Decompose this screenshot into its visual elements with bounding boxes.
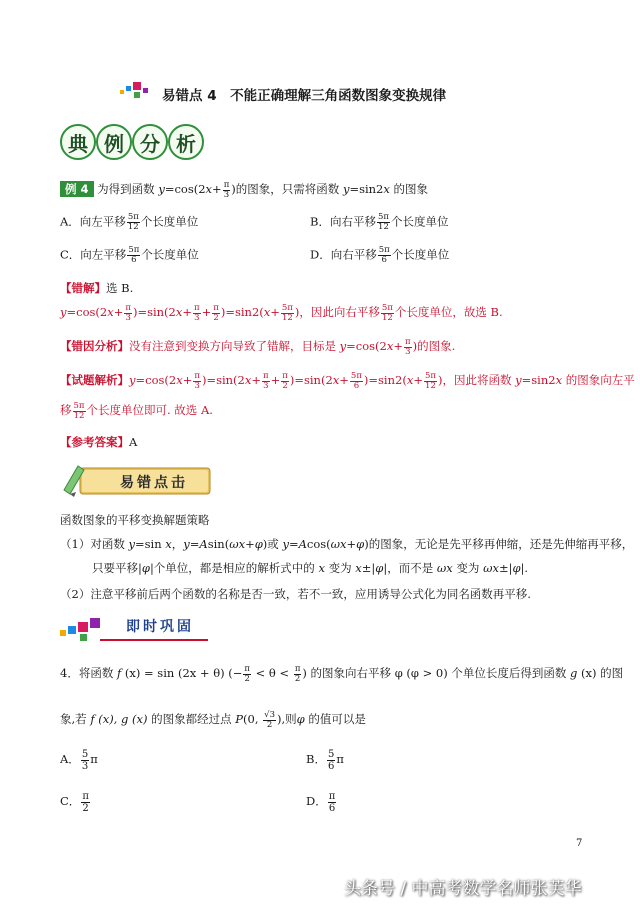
q4-option-a[interactable]: A． $\frac{5}{3}$ π [60,748,98,772]
cause-analysis: 【错因分析】没有注意到变换方向导致了错解，目标是 y=cos(2x+ $\frac{\pi}{3}$ )的图象. [60,336,456,357]
solution-analysis-line2: 移 $\frac{5\pi}{12}$ 个长度单位即可. 故选 A. [60,400,213,421]
banner-char: 析 [168,124,204,160]
banner-error-points [60,462,212,498]
banner-practice [60,612,210,644]
example-label: 例 4 [60,181,94,197]
strategy-heading: 函数图象的平移变换解题策略 [60,513,210,527]
q4-option-b[interactable]: B． $\frac{5}{6}$ π [306,748,344,772]
option-b[interactable]: B．向右平移 $\frac{5\pi}{12}$ 个长度单位 [310,212,449,232]
watermark: 头条号 / 中高考数学名师张芙华 [344,879,582,899]
option-c[interactable]: C．向左平移 $\frac{5\pi}{6}$ 个长度单位 [60,245,199,265]
banner-title: 易错点击 [120,475,188,491]
header-decoration [120,80,156,102]
banner-title: 即时巩固 [126,619,194,635]
strategy-point-2: （2）注意平移前后两个函数的名称是否一致，若不一致，应用诱导公式化为同名函数再平移. [60,587,531,601]
page-number: 7 [576,838,583,849]
banner-char: 典 [60,124,96,160]
q4-line2: 象,若 f (x), g (x) 的图象都经过点 P(0, $\frac{√3}{2}$ ),则φ 的值可以是 [60,709,366,730]
reference-answer: 【参考答案】A [60,435,138,449]
banner-char: 分 [132,124,168,160]
strategy-point-1: （1）对函数 y=sin x，y=Asin(ωx+φ)或 y=Acos(ωx+φ)的图象，无论是先平移再伸缩，还是先伸缩再平移， [60,537,634,551]
option-a[interactable]: A．向左平移 $\frac{5\pi}{12}$ 个长度单位 [60,212,199,232]
banner-char: 例 [96,124,132,160]
example-question: 例 4 为得到函数 y=cos(2x+ $\frac{\pi}{3}$ )的图象，只需将函数 y=sin2x 的图象 [60,178,428,200]
solution-analysis-line1: 【试题解析】y=cos(2x+ $\frac{\pi}{3}$ )=sin(2x+ $\frac{\pi}{3}$ + $\frac{\pi}{2}$ )=sin(2x+ $\frac{5\pi}{6}$ )=sin2(x+ $\frac{5\pi}{12}$ )，因此将函数 y=sin2x 的图象向左平 [60,370,635,391]
q4-option-c[interactable]: C． $\frac{\pi}{2}$ [60,790,89,814]
fraction: $\frac{\pi}{3}$ [223,179,230,200]
page-title: 易错点 4 不能正确理解三角函数图象变换规律 [162,88,447,104]
wrong-derivation: y=cos(2x+ $\frac{\pi}{3}$ )=sin(2x+ $\frac{\pi}{3}$ + $\frac{\pi}{2}$ )=sin2(x+ $\frac{5\pi}{12}$ )，因此向右平移 $\frac{5\pi}{12}$ 个长度单位，故选 B. [60,302,503,323]
q4-option-d[interactable]: D． $\frac{\pi}{6}$ [306,790,336,814]
banner-example-analysis [60,124,210,160]
wrong-solution: 【错解】选 B. [60,281,134,295]
q4-line1: 4．将函数 f (x) = sin (2x + θ) (− $\frac{\pi}{2}$ < θ < $\frac{\pi}{2}$ ) 的图象向右平移 φ (φ > 0) 个单位长度后得到函数 g (x) 的图 [60,663,624,684]
strategy-point-1-cont: 只要平移|φ|个单位，都是相应的解析式中的 x 变为 x±|φ|，而不是 ωx 变为 ωx±|φ|. [92,561,529,575]
option-d[interactable]: D．向右平移 $\frac{5\pi}{6}$ 个长度单位 [310,245,450,265]
